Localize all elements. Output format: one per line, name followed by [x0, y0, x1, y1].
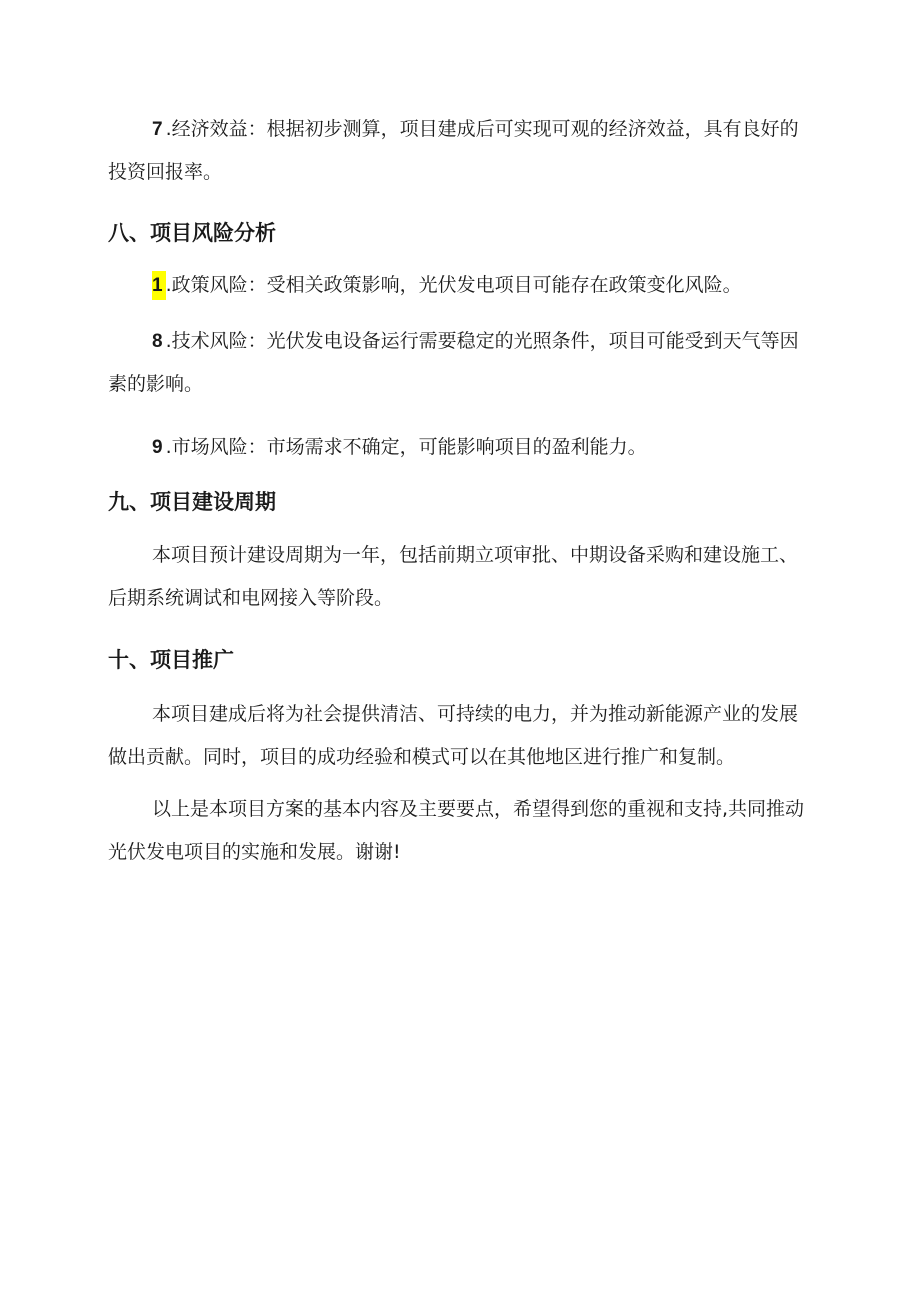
item-label: .技术风险： [165, 330, 267, 352]
item-number: 7 [152, 119, 166, 140]
item-label: .经济效益： [165, 118, 267, 140]
item-text: 光伏发电设备运行需要稳定的光照条件，项目可能受到天气等因素的影响。 [108, 330, 799, 395]
item-market-risk [108, 426, 816, 469]
paragraph-promotion: 本项目建成后将为社会提供清洁、可持续的电力，并为推动新能源产业的发展做出贡献。同时，项目的成功经验和模式可以在其他地区进行推广和复制。 [108, 703, 799, 768]
item-economic-benefit [108, 108, 816, 194]
item-number: 9 [152, 437, 166, 458]
item-text: 根据初步测算，项目建成后可实现可观的经济效益，具有良好的投资回报率。 [108, 118, 799, 183]
item-number: 1 [152, 271, 166, 300]
section-heading-cycle: 九、项目建设周期 [108, 490, 276, 514]
item-label: .政策风险： [165, 274, 267, 296]
section-heading-promotion: 十、项目推广 [108, 648, 234, 672]
section-heading-risk: 八、项目风险分析 [108, 221, 276, 245]
paragraph-construction-cycle: 本项目预计建设周期为一年，包括前期立项审批、中期设备采购和建设施工、后期系统调试和电网接入等阶段。 [108, 544, 799, 609]
item-policy-risk [108, 264, 816, 307]
item-tech-risk [108, 320, 816, 406]
item-text: 受相关政策影响，光伏发电项目可能存在政策变化风险。 [266, 274, 742, 296]
paragraph-closing: 以上是本项目方案的基本内容及主要要点，希望得到您的重视和支持,共同推动光伏发电项目的实施和发展。谢谢! [108, 798, 805, 863]
item-label: .市场风险： [165, 436, 267, 458]
item-number: 8 [152, 331, 166, 352]
item-text: 市场需求不确定，可能影响项目的盈利能力。 [266, 436, 647, 458]
